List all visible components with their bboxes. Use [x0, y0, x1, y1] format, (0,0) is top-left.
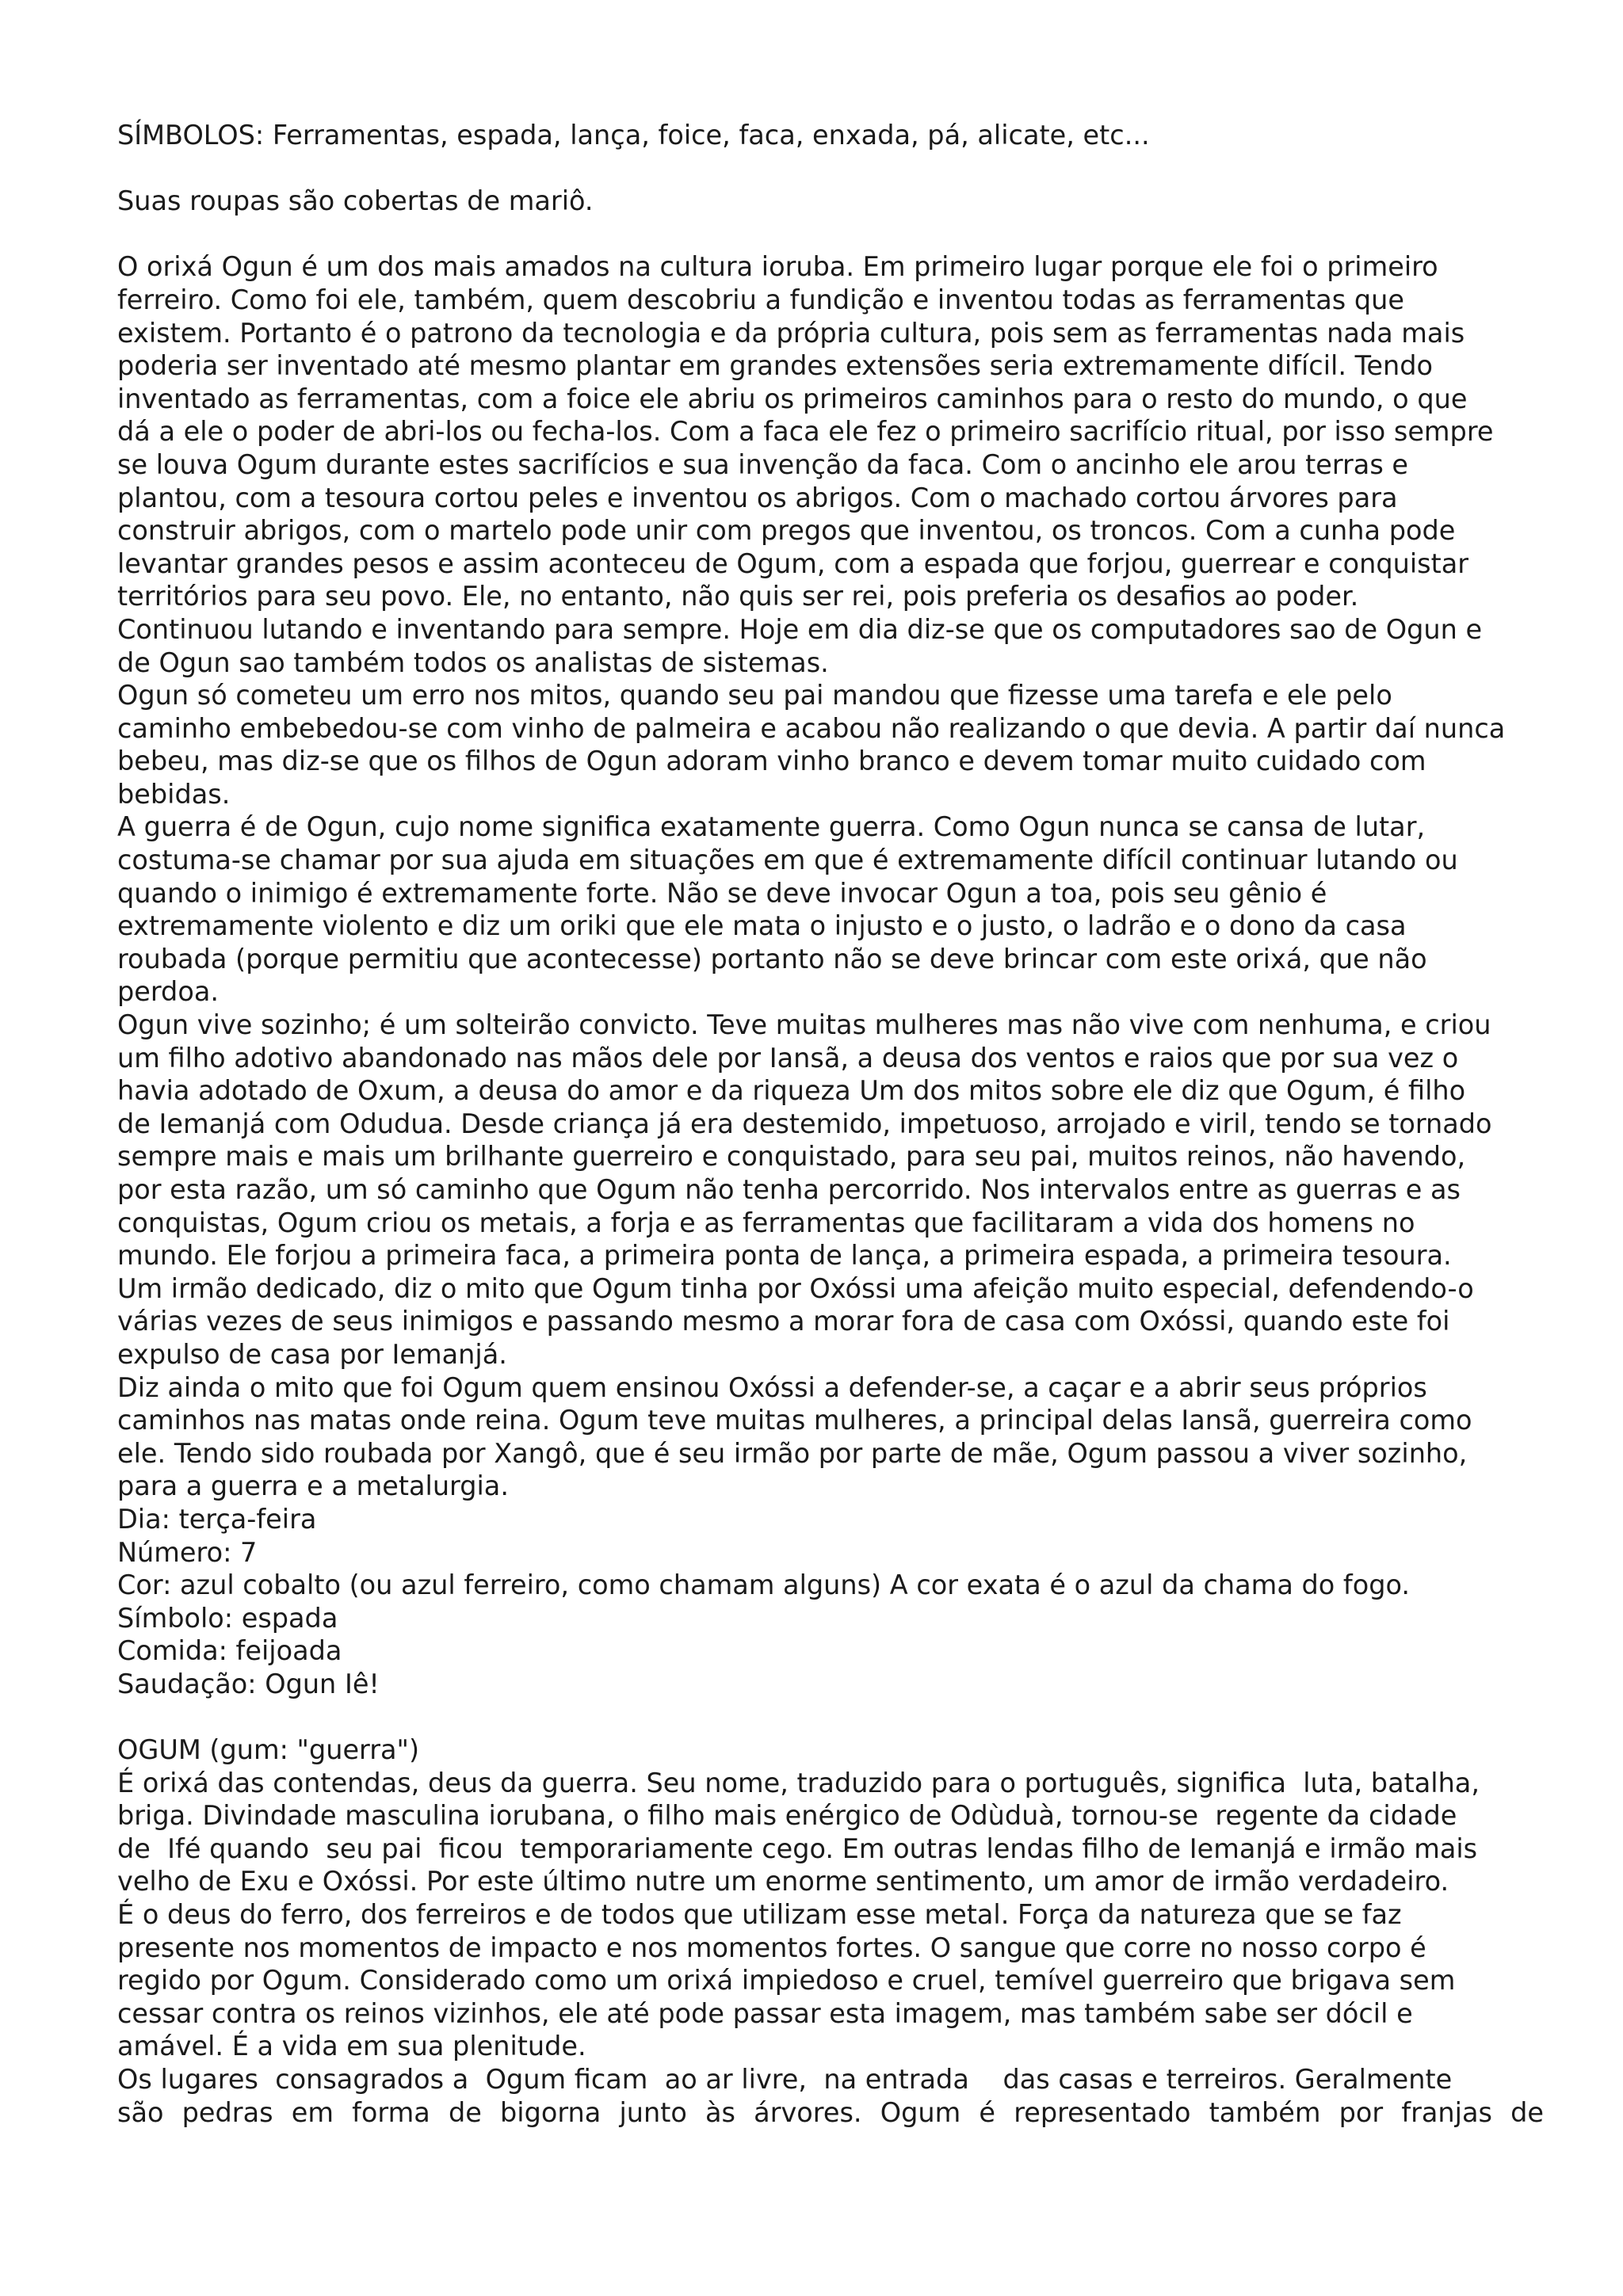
spacer: [117, 152, 1544, 185]
attribute-saudacao: Saudação: Ogun Iê!: [117, 1668, 380, 1699]
attribute-comida: Comida: feijoada: [117, 1635, 342, 1667]
paragraph-oxossi: Diz ainda o mito que foi Ogum quem ensinou Oxóssi a defender-se, a caçar e a abrir seus próprios caminhos nas matas onde reina. Ogum teve muitas mulheres, a principal delas Iansã, guerreira como ele. Tendo sido roubada por Xangô, que é seu irmão por parte de mãe, Ogum passou a viver sozinho, para a guerra e a metalurgia.: [117, 1371, 1472, 1502]
paragraph-lugares: Os lugares consagrados a Ogum ficam ao ar livre, na entrada das casas e terreiros. Geralmente: [117, 2064, 1453, 2096]
attribute-dia: Dia: terça-feira: [117, 1503, 317, 1535]
spacer: [117, 1701, 1544, 1734]
roupas-line: Suas roupas são cobertas de mariô.: [117, 185, 594, 217]
attribute-simbolo: Símbolo: espada: [117, 1602, 338, 1634]
paragraph-contendas: É orixá das contendas, deus da guerra. Seu nome, traduzido para o português, significa luta, batalha, briga. Divindade masculina iorubana, o filho mais enérgico de Odùduà, tornou-se regente da cidade de Ifé quando seu pai ficou temporariamente cego. Em outras lendas filho de Iemanjá e irmão mais velho de Exu e Oxóssi. Por este último nutre um enorme sentimento, um amor de irmão verdadeiro.: [117, 1767, 1480, 1897]
attribute-numero: Número: 7: [117, 1536, 258, 1568]
paragraph-ferro: É o deus do ferro, dos ferreiros e de todos que utilizam esse metal. Força da natureza que se faz presente nos momentos de impacto e nos momentos fortes. O sangue que corre no nosso corpo é regido por Ogum. Considerado como um orixá impiedoso e cruel, temível guerreiro que brigava sem cessar contra os reinos vizinhos, ele até pode passar esta imagem, mas também sabe ser dócil e amável. É a vida em sua plenitude.: [117, 1899, 1456, 2062]
attribute-cor: Cor: azul cobalto (ou azul ferreiro, como chamam alguns) A cor exata é o azul da chama do fogo.: [117, 1569, 1411, 1601]
paragraph-tecnologia: O orixá Ogun é um dos mais amados na cultura ioruba. Em primeiro lugar porque ele foi o primeiro ferreiro. Como foi ele, também, quem descobriu a fundição e inventou todas as ferramentas que existem. Portanto é o patrono da tecnologia e da própria cultura, pois sem as ferramentas nada mais poderia ser inventado até mesmo plantar em grandes extensões seria extremamente difícil. Tendo inventado as ferramentas, com a foice ele abriu os primeiros caminhos para o resto do mundo, o que dá a ele o poder de abri-los ou fecha-los. Com a faca ele fez o primeiro sacrifício ritual, por isso sempre se louva Ogum durante estes sacrifícios e sua invenção da faca. Com o ancinho ele arou terras e plantou, com a tesoura cortou peles e inventou os abrigos. Com o machado cortou árvores para construir abrigos, com o martelo pode unir com pregos que inventou, os troncos. Com a cunha pode levantar grandes pesos e assim aconteceu de Ogum, com a espada que forjou, guerrear e conquistar territórios para seu povo. Ele, no entanto, não quis ser rei, pois preferia os desafios ao poder. Continuou lutando e inventando para sempre. Hoje em dia diz-se que os computadores sao de Ogun e de Ogun sao também todos os analistas de sistemas.: [117, 251, 1494, 678]
paragraph-sozinho: Ogun vive sozinho; é um solteirão convicto. Teve muitas mulheres mas não vive com nenhuma, e criou um filho adotivo abandonado nas mãos dele por Iansã, a deusa dos ventos e raios que por sua vez o havia adotado de Oxum, a deusa do amor e da riqueza Um dos mitos sobre ele diz que Ogum, é filho de Iemanjá com Odudua. Desde criança já era destemido, impetuoso, arrojado e viril, tendo se tornado sempre mais e mais um brilhante guerreiro e conquistado, para seu pai, muitos reinos, não havendo, por esta razão, um só caminho que Ogum não tenha percorrido. Nos intervalos entre as guerras e as conquistas, Ogum criou os metais, a forja e as ferramentas que facilitaram a vida dos homens no mundo. Ele forjou a primeira faca, a primeira ponta de lança, a primeira espada, a primeira tesoura. Um irmão dedicado, diz o mito que Ogum tinha por Oxóssi uma afeição muito especial, defendendo-o várias vezes de seus inimigos e passando mesmo a morar fora de casa com Oxóssi, quando este foi expulso de casa por Iemanjá.: [117, 1009, 1492, 1370]
simbolos-line: SÍMBOLOS: Ferramentas, espada, lança, foice, faca, enxada, pá, alicate, etc...: [117, 120, 1150, 151]
paragraph-lugares-last-line: são pedras em forma de bigorna junto às árvores. Ogum é representado também por franjas de: [117, 2096, 1544, 2128]
paragraph-erro: Ogun só cometeu um erro nos mitos, quando seu pai mandou que fizesse uma tarefa e ele pelo caminho embebedou-se com vinho de palmeira e acabou não realizando o que devia. A partir daí nunca bebeu, mas diz-se que os filhos de Ogun adoram vinho branco e devem tomar muito cuidado com bebidas.: [117, 680, 1506, 810]
paragraph-guerra: A guerra é de Ogun, cujo nome significa exatamente guerra. Como Ogun nunca se cansa de lutar, costuma-se chamar por sua ajuda em situações em que é extremamente difícil continuar lutando ou quando o inimigo é extremamente forte. Não se deve invocar Ogun a toa, pois seu gênio é extremamente violento e diz um oriki que ele mata o injusto e o justo, o ladrão e o dono da casa roubada (porque permitiu que acontecesse) portanto não se deve brincar com este orixá, que não perdoa.: [117, 811, 1458, 1008]
section-heading: OGUM (gum: "guerra"): [117, 1734, 420, 1766]
document-page: [117, 119, 1544, 2129]
spacer: [117, 218, 1544, 251]
